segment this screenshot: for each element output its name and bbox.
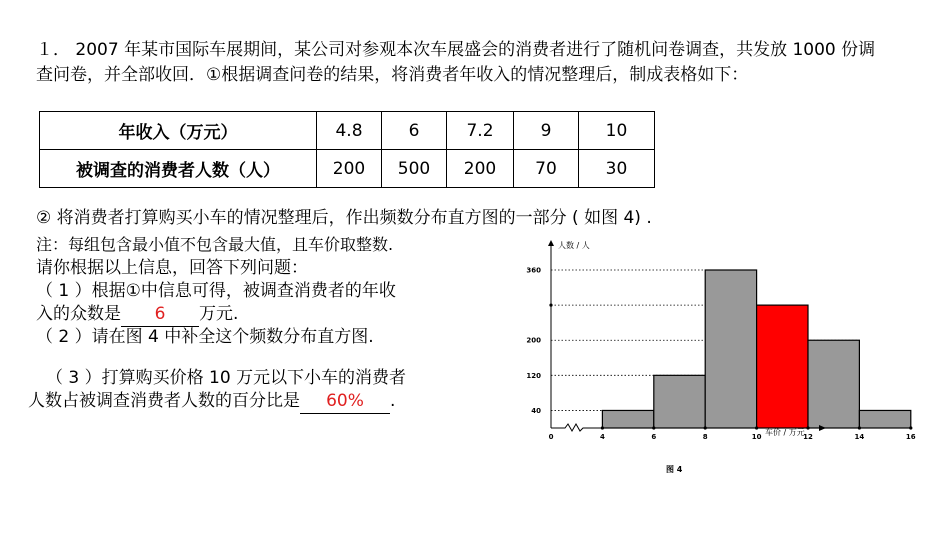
question-1-suffix: 万元. — [199, 304, 239, 324]
table-cell: 9 — [514, 112, 579, 150]
problem-intro: １． 2007 年某市国际车展期间，某公司对参观本次车展盛会的消费者进行了随机问卷调查，共发放 1000 份调查问卷，并全部收回．①根据调查问卷的结果，将消费者年收入的情况整理后，制成表格如下： — [36, 40, 876, 85]
x-tick-label: 16 — [905, 433, 916, 441]
x-tick-label: 6 — [651, 433, 657, 441]
x-tick-label: 12 — [803, 433, 813, 441]
answer-1-blank: 6 — [121, 302, 199, 327]
table-cell: 6 — [382, 112, 447, 150]
x-tick-mark — [601, 426, 604, 429]
question-3-prefix: 人数占被调查消费者人数的百分比是 — [28, 391, 300, 411]
x-tick-mark — [909, 426, 912, 429]
y-tick-mark — [549, 304, 552, 307]
table-cell: 500 — [382, 150, 447, 188]
histogram-bar — [859, 410, 910, 428]
question-intro: 请你根据以上信息，回答下列问题： — [36, 258, 308, 278]
table-header-cell: 年收入（万元） — [40, 112, 317, 150]
table-cell: 30 — [579, 150, 655, 188]
question-3-line1: （ 3 ）打算购买价格 10 万元以下小车的消费者 — [46, 368, 407, 388]
question-2: （ 2 ）请在图 4 中补全这个频数分布直方图. — [36, 327, 374, 347]
x-tick-label: 10 — [751, 433, 762, 441]
histogram-bar-highlight — [757, 305, 808, 428]
table-cell: 200 — [317, 150, 382, 188]
table-cell: 200 — [447, 150, 514, 188]
question-3-line2 — [28, 389, 395, 414]
histogram-bar — [602, 410, 653, 428]
answer-3-blank: 60% — [300, 389, 390, 414]
table-cell: 4.8 — [317, 112, 382, 150]
x-axis-label: 车价 / 万元 — [765, 428, 805, 437]
x-tick-label: 8 — [702, 433, 708, 441]
note-text: 注：每组包含最小值不包含最大值，且车价取整数. — [36, 235, 394, 254]
question-1-line1: （ 1 ）根据①中信息可得，被调查消费者的年收 — [36, 281, 396, 301]
histogram-bar — [808, 340, 859, 428]
x-tick-label: 14 — [854, 433, 865, 441]
chart-bars — [602, 270, 910, 428]
y-axis-arrow-icon — [548, 240, 554, 246]
x-tick-mark — [652, 426, 655, 429]
figure-caption: 图 4 — [666, 465, 683, 474]
table-row — [40, 112, 655, 150]
y-tick-label: 40 — [531, 406, 541, 415]
x-tick-mark — [755, 426, 758, 429]
y-tick-label: 360 — [526, 266, 541, 275]
question-1-prefix: 入的众数是 — [36, 304, 121, 324]
table-cell: 70 — [514, 150, 579, 188]
y-tick-label: 120 — [526, 371, 541, 380]
y-tick-label: 200 — [526, 336, 541, 345]
histogram-bar — [654, 375, 705, 428]
table-cell: 7.2 — [447, 112, 514, 150]
chart-y-ticks — [526, 266, 552, 414]
x-tick-mark — [858, 426, 861, 429]
table-row — [40, 150, 655, 188]
income-table — [39, 111, 655, 188]
x-tick-label: 4 — [599, 433, 605, 441]
x-tick-label: 0 — [548, 433, 554, 441]
x-tick-mark — [704, 426, 707, 429]
histogram-figure — [500, 232, 916, 482]
y-axis-label: 人数 / 人 — [558, 241, 590, 250]
statement-2: ② 将消费者打算购买小车的情况整理后，作出频数分布直方图的一部分 ( 如图 4) . — [36, 208, 652, 228]
table-header-cell: 被调查的消费者人数（人） — [40, 150, 317, 188]
question-3-suffix: . — [390, 391, 396, 411]
table-cell: 10 — [579, 112, 655, 150]
x-tick-mark — [806, 426, 809, 429]
question-1-line2 — [36, 302, 238, 327]
histogram-bar — [705, 270, 756, 428]
x-axis-break — [551, 424, 596, 431]
